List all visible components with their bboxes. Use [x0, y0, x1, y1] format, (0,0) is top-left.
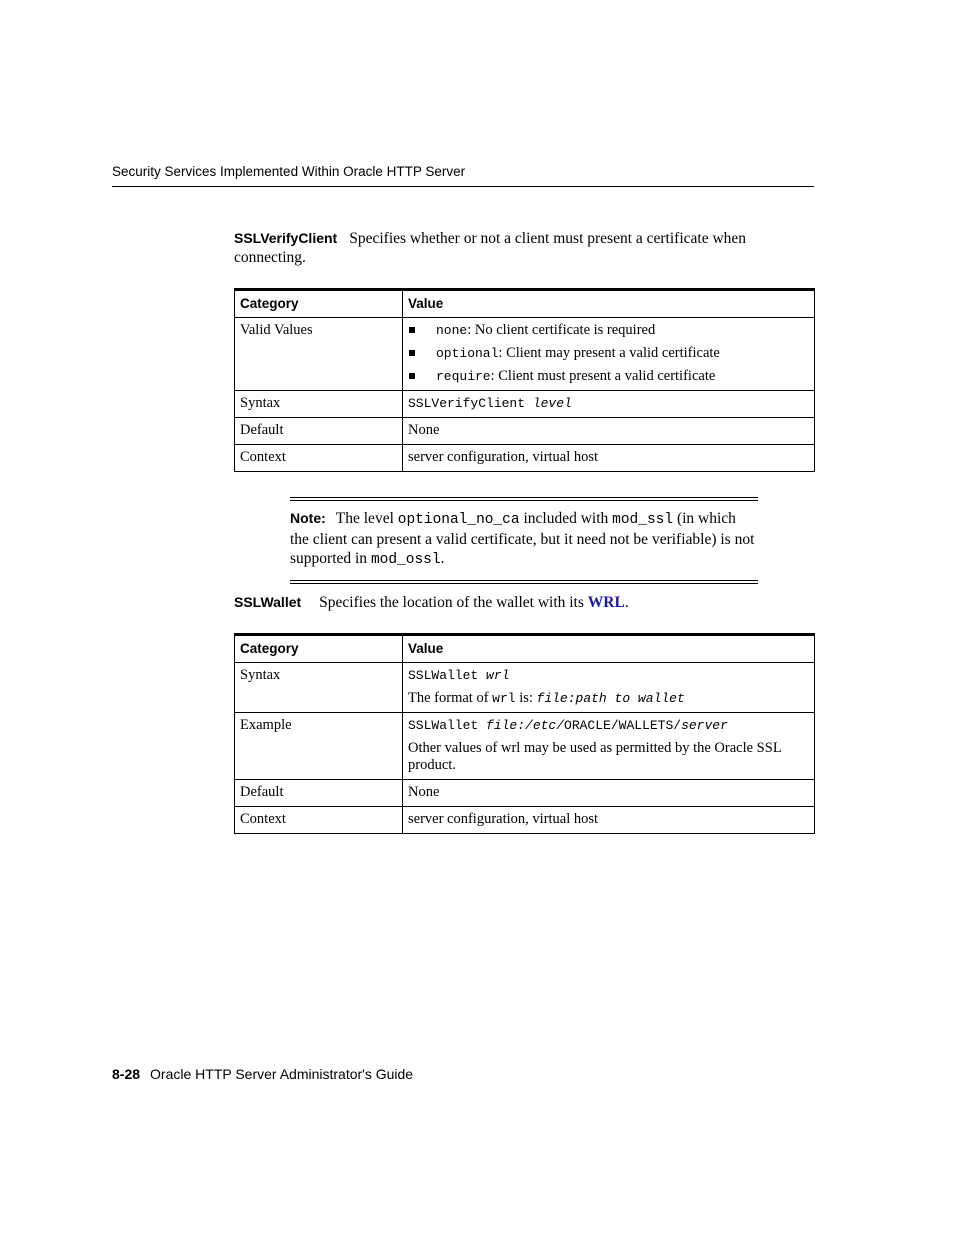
running-header: Security Services Implemented Within Oracle HTTP Server	[112, 164, 466, 179]
value-text: : Client may present a valid certificate	[498, 345, 720, 361]
value-code: optional	[436, 346, 499, 361]
bullet-icon	[409, 350, 415, 356]
note-body	[290, 501, 758, 580]
example-line	[408, 717, 809, 734]
row-label-example: Example	[235, 713, 403, 780]
syntax-value	[403, 663, 815, 713]
note-bottom-rule	[290, 580, 758, 584]
syntax-code: SSLWallet	[408, 668, 487, 683]
table-row	[235, 807, 815, 834]
row-label-default: Default	[235, 780, 403, 807]
row-label-syntax: Syntax	[235, 663, 403, 713]
list-item	[408, 345, 809, 362]
value-text: : Client must present a valid certificate	[490, 368, 716, 384]
note-code: optional_no_ca	[397, 512, 520, 528]
header-rule	[112, 186, 814, 187]
table-row	[235, 391, 815, 418]
value-code: require	[436, 369, 491, 384]
syntax-param: wrl	[486, 668, 510, 683]
note-text: included with	[519, 510, 613, 527]
row-label-valid-values: Valid Values	[235, 318, 403, 391]
syntax-code: SSLVerifyClient	[408, 396, 533, 411]
column-header-value: Value	[403, 290, 815, 318]
page-number: 8-28	[112, 1066, 141, 1082]
example-note: Other values of wrl may be used as permitted by the Oracle SSL product.	[408, 740, 782, 773]
table-header-row	[235, 290, 815, 318]
table-row	[235, 713, 815, 780]
sslverifyclient-text: Specifies whether or not a client must present a certificate when connecting.	[234, 230, 747, 266]
sslwallet-table	[234, 633, 815, 834]
note-text: (in which the client can present a valid certificate, but it need not be verifiable) is not supported in	[290, 510, 755, 567]
format-line	[408, 690, 809, 707]
book-title: Oracle HTTP Server Administrator's Guide	[150, 1066, 414, 1082]
table-row	[235, 418, 815, 445]
row-label-syntax: Syntax	[235, 391, 403, 418]
row-label-default: Default	[235, 418, 403, 445]
page-footer	[112, 1066, 413, 1082]
list-item	[408, 322, 809, 339]
syntax-value	[403, 391, 815, 418]
note-text: .	[440, 550, 445, 567]
sslwallet-term: SSLWallet	[234, 594, 302, 610]
default-value: None	[403, 780, 815, 807]
wrl-link[interactable]: WRL	[587, 594, 625, 611]
valid-values-cell	[403, 318, 815, 391]
sslwallet-text-end: .	[624, 594, 629, 611]
table-row	[235, 318, 815, 391]
table-row	[235, 663, 815, 713]
note-code: mod_ossl	[370, 552, 441, 568]
syntax-param: level	[532, 396, 572, 411]
note-text: The level	[335, 510, 398, 527]
sslwallet-description	[234, 593, 814, 612]
context-value: server configuration, virtual host	[403, 445, 815, 472]
example-path: ORACLE/WALLETS/	[564, 718, 682, 733]
row-label-context: Context	[235, 445, 403, 472]
column-header-category: Category	[235, 635, 403, 663]
format-text: is:	[515, 690, 537, 706]
note-box	[290, 497, 758, 584]
sslwallet-text: Specifies the location of the wallet with its	[319, 594, 588, 611]
value-code: none	[436, 323, 468, 338]
note-label: Note:	[290, 510, 326, 526]
bullet-icon	[409, 373, 415, 379]
example-code: SSLWallet	[408, 718, 487, 733]
row-label-context: Context	[235, 807, 403, 834]
example-value	[403, 713, 815, 780]
format-code: wrl	[492, 691, 516, 706]
valid-values-list	[408, 322, 809, 385]
value-text: : No client certificate is required	[467, 322, 656, 338]
format-text: The format of	[408, 690, 493, 706]
column-header-category: Category	[235, 290, 403, 318]
sslverifyclient-table	[234, 288, 815, 472]
note-code: mod_ssl	[612, 512, 674, 528]
list-item	[408, 368, 809, 385]
table-row	[235, 780, 815, 807]
example-path: file:/etc/	[486, 718, 565, 733]
example-path: server	[681, 718, 728, 733]
table-header-row	[235, 635, 815, 663]
format-value: file:path to wallet	[536, 691, 685, 706]
default-value: None	[403, 418, 815, 445]
column-header-value: Value	[403, 635, 815, 663]
table-row	[235, 445, 815, 472]
bullet-icon	[409, 327, 415, 333]
context-value: server configuration, virtual host	[403, 807, 815, 834]
syntax-line	[408, 667, 809, 684]
sslverifyclient-description	[234, 229, 814, 267]
sslverifyclient-term: SSLVerifyClient	[234, 230, 338, 246]
